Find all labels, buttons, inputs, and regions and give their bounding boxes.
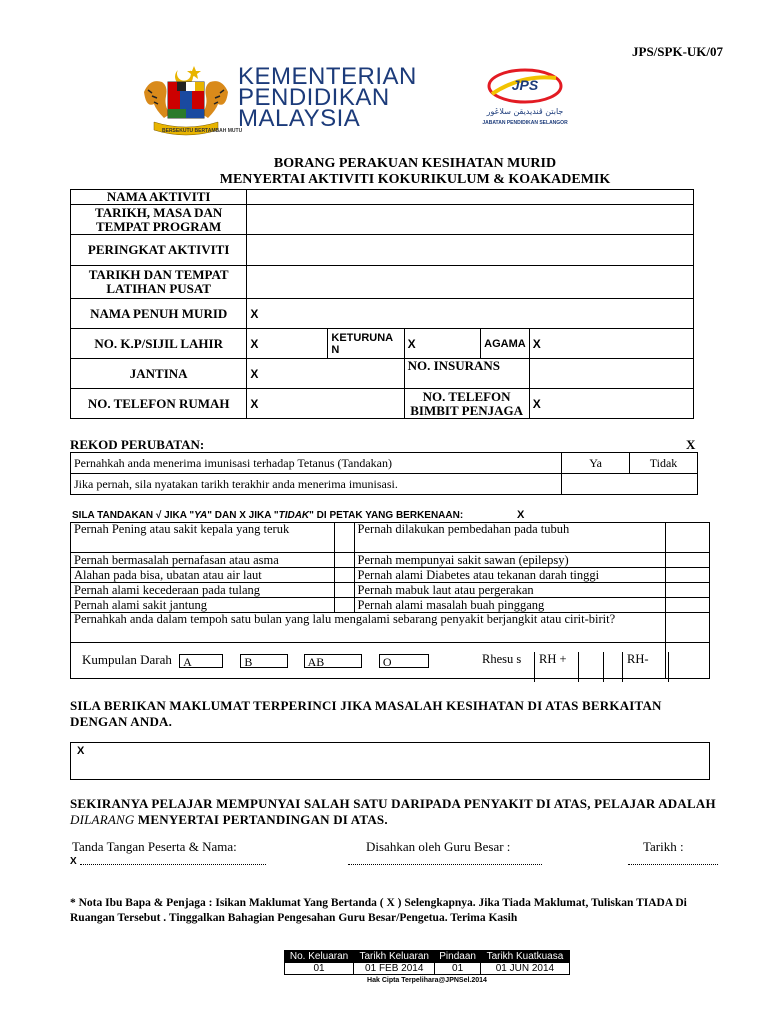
instruction-part3: " DI PETAK YANG BERKENAAN: [309, 510, 464, 521]
revision-value: 01 FEB 2014 [354, 963, 435, 975]
condition-check[interactable] [666, 598, 710, 613]
immunisation-ya[interactable]: Ya [562, 453, 630, 474]
revision-header: Tarikh Keluaran [354, 951, 435, 963]
form-title-line2: MENYERTAI AKTIVITI KOKURIKULUM & KOAKADEMIK [219, 172, 611, 187]
revision-header: No. Keluaran [285, 951, 354, 963]
condition-check[interactable] [666, 523, 710, 553]
input-nama-penuh[interactable]: X [247, 299, 694, 329]
jps-jawi-text: جابتن ڤنديديقن سلاڠور [486, 107, 564, 116]
input-keturunan[interactable]: X [404, 329, 481, 359]
jps-logo [482, 64, 568, 130]
condition-check[interactable] [334, 598, 354, 613]
label-tarikh-masa: TARIKH, MASA DAN TEMPAT PROGRAM [71, 205, 247, 235]
input-peringkat[interactable] [247, 235, 694, 266]
details-heading: SILA BERIKAN MAKLUMAT TERPERINCI JIKA MASALAH KESIHATAN DI ATAS BERKAITAN DENGAN ANDA. [70, 698, 662, 729]
conditions-table [70, 522, 710, 679]
label-tel-penjaga: NO. TELEFON BIMBIT PENJAGA [404, 389, 529, 419]
condition-right: Pernah mempunyai sakit sawan (epilepsy) [354, 553, 666, 568]
revision-header: Pindaan [435, 951, 480, 963]
medical-record-heading: REKOD PERUBATAN: [70, 437, 205, 452]
ministry-line2: PENDIDIKAN [238, 84, 390, 111]
condition-check[interactable] [666, 583, 710, 598]
rhesus-label: Rhesu s [482, 652, 522, 666]
condition-right: Pernah mabuk laut atau pergerakan [354, 583, 666, 598]
rh-negative-check[interactable] [668, 652, 698, 682]
instruction-part1: SILA TANDAKAN √ JIKA " [72, 510, 195, 521]
condition-left: Pernah Pening atau sakit kepala yang teruk [71, 523, 335, 553]
label-tel-rumah: NO. TELEFON RUMAH [71, 389, 247, 419]
label-nama-aktiviti: NAMA AKTIVITI [71, 190, 247, 205]
condition-left: Pernah alami sakit jantung [71, 598, 335, 613]
input-tarikh-masa[interactable] [247, 205, 694, 235]
details-mark: X [77, 745, 85, 757]
condition-left: Pernah alami kecederaan pada tulang [71, 583, 335, 598]
form-title [0, 156, 768, 188]
condition-right: Pernah dilakukan pembedahan pada tubuh [354, 523, 666, 553]
input-tel-penjaga[interactable]: X [529, 389, 693, 419]
label-insurans: NO. INSURANS [404, 359, 529, 389]
copyright: Hak Cipta Terpelihara@JPNSel.2014 [367, 977, 487, 984]
jps-acronym: JPS [511, 77, 539, 93]
condition-left: Pernah bermasalah pernafasan atau asma [71, 553, 335, 568]
input-insurans[interactable] [529, 359, 693, 389]
malaysia-crest-logo [140, 62, 232, 138]
label-tarikh-latihan: TARIKH DAN TEMPAT LATIHAN PUSAT [71, 266, 247, 299]
blood-o-box[interactable] [379, 654, 429, 668]
instruction-mark: X [517, 509, 525, 521]
label-agama: AGAMA [481, 329, 530, 359]
blood-ab-box[interactable] [304, 654, 362, 668]
blood-group-label: Kumpulan Darah [82, 651, 172, 667]
jps-caption: JABATAN PENDIDIKAN SELANGOR [482, 120, 568, 126]
input-kp[interactable]: X [247, 329, 328, 359]
signature-date-label: Tarikh : [643, 839, 684, 854]
warning-text [70, 796, 740, 828]
condition-check[interactable] [334, 568, 354, 583]
immunisation-question: Pernahkah anda menerima imunisasi terhadap Tetanus (Tandakan) [71, 453, 562, 474]
document-code: JPS/SPK-UK/07 [632, 44, 724, 59]
signature-date-line[interactable] [628, 854, 718, 865]
condition-left: Alahan pada bisa, ubatan atau air laut [71, 568, 335, 583]
revision-value: 01 JUN 2014 [480, 963, 569, 975]
details-input[interactable] [70, 742, 710, 780]
input-jantina[interactable]: X [247, 359, 404, 389]
blood-b-box[interactable] [240, 654, 288, 668]
ministry-line3: MALAYSIA [238, 105, 361, 132]
blood-a-label: A [183, 655, 192, 669]
immunisation-date-input[interactable] [562, 474, 698, 495]
immunisation-table [70, 452, 698, 495]
condition-check[interactable] [334, 523, 354, 553]
instruction-ya: YA [194, 510, 208, 521]
input-tel-rumah[interactable]: X [247, 389, 404, 419]
label-kp: NO. K.P/SIJIL LAHIR [71, 329, 247, 359]
label-jantina: JANTINA [71, 359, 247, 389]
rh-positive-check[interactable] [578, 652, 604, 682]
instruction-line [72, 510, 463, 521]
signature-headmaster-line[interactable] [348, 854, 542, 865]
instruction-tidak: TIDAK [278, 510, 310, 521]
input-nama-aktiviti[interactable] [247, 190, 694, 205]
warning-part1: SEKIRANYA PELAJAR MEMPUNYAI SALAH SATU DARIPADA PENYAKIT DI ATAS, PELAJAR ADALAH [70, 796, 716, 811]
label-peringkat: PERINGKAT AKTIVITI [71, 235, 247, 266]
form-title-line1: BORANG PERAKUAN KESIHATAN MURID [273, 156, 557, 171]
revision-table [284, 950, 570, 975]
revision-value: 01 [435, 963, 480, 975]
revision-header: Tarikh Kuatkuasa [480, 951, 569, 963]
label-keturunan: KETURUNA N [328, 329, 404, 359]
blood-a-box[interactable] [179, 654, 223, 668]
condition-right: Pernah alami Diabetes atau tekanan darah tinggi [354, 568, 666, 583]
condition-infectious: Pernahkah anda dalam tempoh satu bulan yang lalu mengalami sebarang penyakit berjangkit atau cirit-birit? [71, 613, 666, 643]
parent-note: * Nota Ibu Bapa & Penjaga : Isikan Maklumat Yang Bertanda ( X ) Selengkapnya. Jika Tiada Maklumat, Tuliskan TIADA Di Ruangan Tersebut . Tinggalkan Bahagian Pengesahan Guru Besar/Pengetua. Terima Kasih [70, 897, 687, 924]
blood-ab-label: AB [307, 655, 325, 669]
ministry-wordmark [238, 63, 417, 132]
revision-value: 01 [285, 963, 354, 975]
signature-participant-line[interactable] [80, 854, 266, 865]
label-nama-penuh: NAMA PENUH MURID [71, 299, 247, 329]
signature-mark: X [70, 856, 77, 867]
signature-headmaster-label: Disahkan oleh Guru Besar : [366, 839, 511, 854]
condition-check[interactable] [666, 568, 710, 583]
instruction-part2: " DAN X JIKA " [207, 510, 279, 521]
condition-check[interactable] [334, 553, 354, 568]
blood-o-label: O [382, 655, 392, 669]
input-tarikh-latihan[interactable] [247, 266, 694, 299]
warning-italic: DILARANG [70, 812, 135, 827]
immunisation-date-question: Jika pernah, sila nyatakan tarikh terakhir anda menerima imunisasi. [71, 474, 562, 495]
medical-record-mark: X [686, 437, 696, 452]
blood-b-label: B [244, 655, 253, 669]
ministry-line1: KEMENTERIAN [238, 63, 417, 90]
signature-participant-label: Tanda Tangan Peserta & Nama: [72, 839, 237, 854]
student-info-table [70, 189, 694, 419]
immunisation-tidak[interactable]: Tidak [630, 453, 698, 474]
condition-check[interactable] [334, 583, 354, 598]
condition-check[interactable] [666, 553, 710, 568]
warning-part2: MENYERTAI PERTANDINGAN DI ATAS. [134, 812, 388, 827]
rh-negative-label: RH- [627, 652, 649, 666]
rh-positive-label: RH + [539, 652, 567, 666]
condition-right: Pernah alami masalah buah pinggang [354, 598, 666, 613]
crest-motto: BERSEKUTU BERTAMBAH MUTU [162, 128, 243, 134]
condition-check[interactable] [666, 613, 710, 643]
input-agama[interactable]: X [529, 329, 693, 359]
